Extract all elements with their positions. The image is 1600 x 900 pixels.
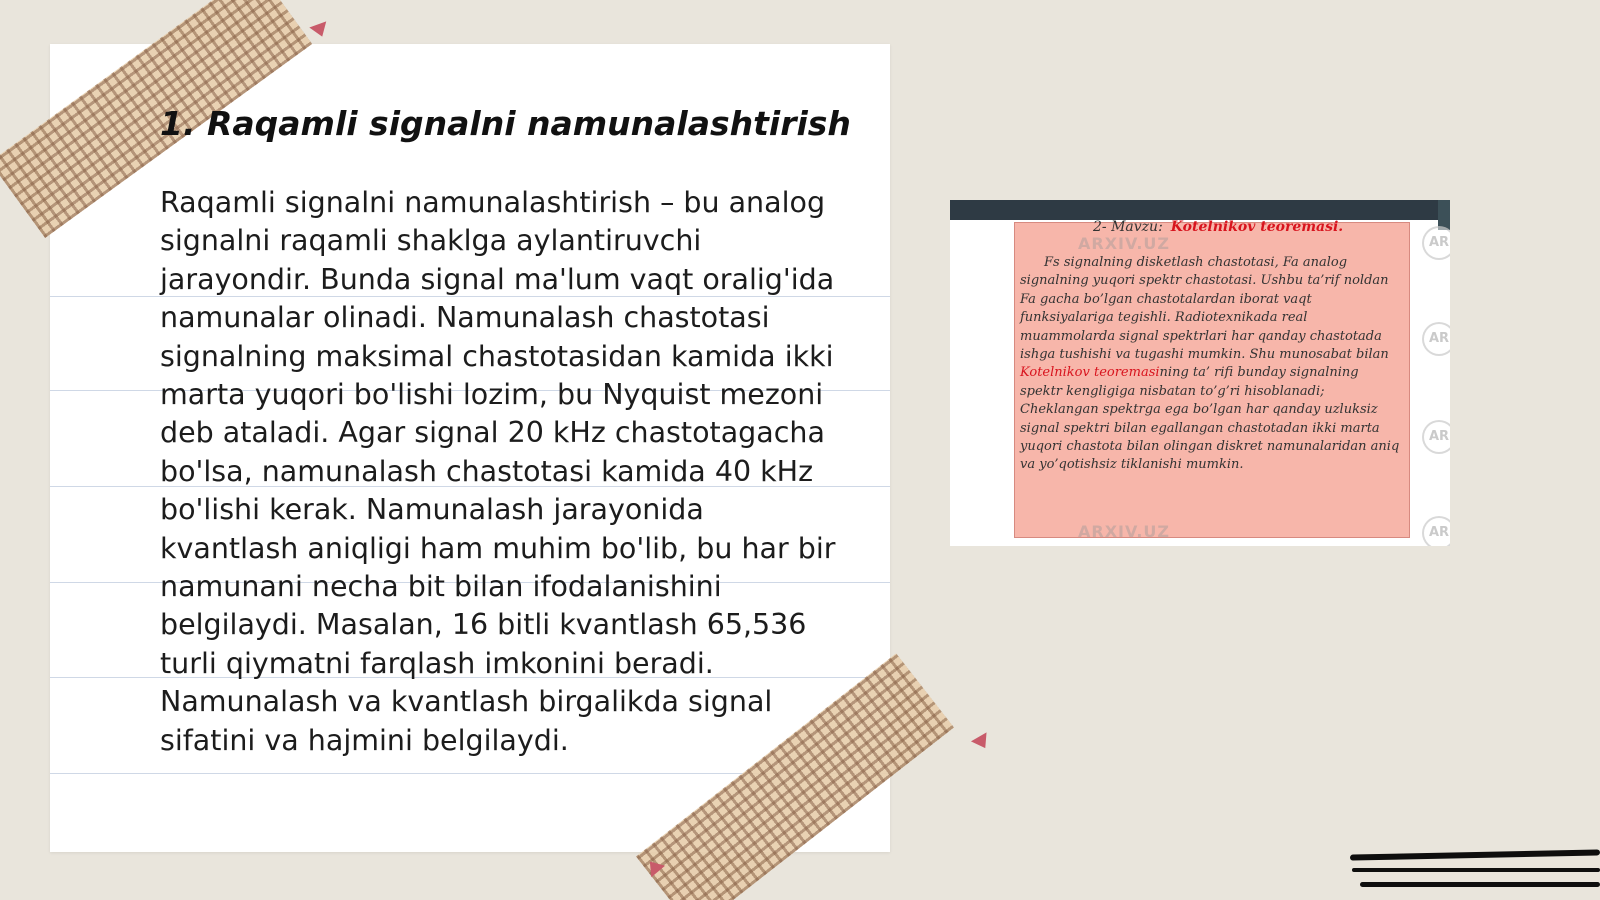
figure-heading-prefix: 2- Mavzu: [1093, 219, 1163, 235]
document-figure [950, 200, 1450, 546]
watermark-text: ARXIV.UZ [1078, 522, 1170, 541]
brush-stroke [1352, 868, 1600, 872]
slide-body-text: Raqamli signalni namunalashtirish – bu analog signalni raqamli shaklga aylantiruvchi jarayondir. Bunda signal ma'lum vaqt oralig'ida namunalar olinadi. Namunalash chastotasi signalning maksimal chastotasidan kamida ikki marta yuqori bo'lishi lozim, bu Nyquist mezoni deb ataladi. Agar signal 20 kHz chastotagacha bo'lsa, namunalash chastotasi kamida 40 kHz bo'lishi kerak. Namunalash jarayonida kvantlash aniqligi ham muhim bo'lib, bu har bir namunani necha bit bilan ifodalanishini belgilaydi. Masalan, 16 bitli kvantlash 65,536 turli qiymatni farqlash imkonini beradi. Namunalash va kvantlash birgalikda signal sifatini va hajmini belgilaydi. [160, 186, 836, 757]
figure-document-page [1014, 219, 1410, 538]
watermark-badge: AR [1422, 226, 1450, 260]
figure-heading [1093, 219, 1343, 235]
figure-heading-highlight: Kotelnikov teoremasi. [1170, 219, 1344, 235]
watermark-badge: AR [1422, 516, 1450, 546]
figure-text [1020, 254, 1404, 475]
slide-title: 1. Raqamli signalni namunalashtirish [160, 104, 851, 143]
brush-stroke [1350, 849, 1600, 860]
figure-para1-highlight: Kotelnikov teoremasi [1020, 365, 1160, 381]
figure-paragraph-2: Cheklangan spektrga ega bo’lgan har qanday uzluksiz signal spektri bilan egallangan chastotadan ikki marta yuqori chastota bilan olingan diskret namunalaridan aniq va yo’qotishsiz tiklanishi mumkin. [1020, 402, 1400, 473]
watermark-badge: AR [1422, 322, 1450, 356]
figure-para1-before: Fs signalning disketlash chastotasi, Fa analog signalning yuqori spektr chastotasi. Ushbu ta’rif noldan Fa gacha bo’lgan chastotalardan iborat vaqt funksiyalariga tegishli. Radiotexnikada real muammolarda signal spektrlari har qanday chastotada ishga tushishi va tugashi mumkin. Shu munosabat bilan [1020, 255, 1389, 363]
watermark-badge: AR [1422, 420, 1450, 454]
pin-icon [309, 21, 330, 39]
figure-top-bar [950, 200, 1450, 220]
watermark-text: ARXIV.UZ [1078, 234, 1170, 253]
figure-para1-after: ning ta’ rifi bunday signalning spektr kengligiga nisbatan to’g’ri hisoblanadi; [1020, 365, 1359, 399]
brush-stroke [1360, 882, 1600, 887]
figure-paragraph-1 [1020, 254, 1404, 401]
pin-icon [971, 732, 993, 752]
